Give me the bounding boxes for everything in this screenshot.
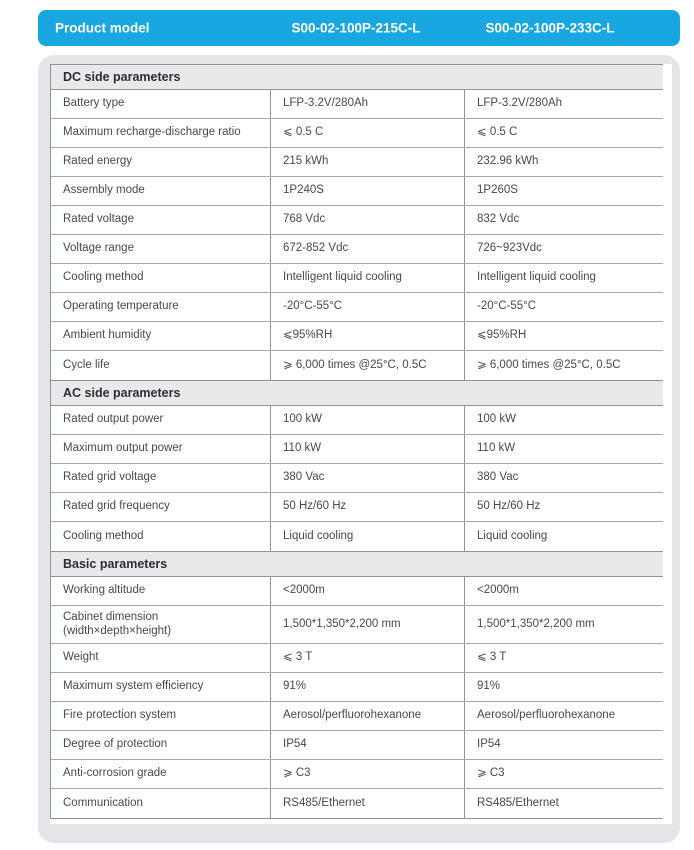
table-row [51, 351, 663, 380]
table-row [51, 702, 663, 731]
param-label: Assembly mode [63, 184, 145, 197]
param-label-line2: (width×depth×height) [63, 624, 172, 637]
table-row [51, 464, 663, 493]
param-cell [51, 673, 270, 701]
model-2-value-cell: 832 Vdc [464, 206, 663, 234]
model-2-value-cell: 91% [464, 673, 663, 701]
model-1-value-cell: ⩾ 6,000 times @25°C, 0.5C [270, 351, 464, 380]
model-2-name: S00-02-100P-233C-L [485, 20, 615, 36]
table-row [51, 90, 663, 119]
model-2-value-cell: ⩽95%RH [464, 322, 663, 350]
model-2-value-cell: 1P260S [464, 177, 663, 205]
model-1-value-cell: 768 Vdc [270, 206, 464, 234]
param-cell [51, 464, 270, 492]
param-label: Maximum system efficiency [63, 680, 204, 693]
table-panel [38, 55, 680, 843]
model-2-value-cell: <2000m [464, 577, 663, 605]
model-1-value-cell: RS485/Ethernet [270, 789, 464, 818]
model-1-value-cell: LFP-3.2V/280Ah [270, 90, 464, 118]
param-label: Battery type [63, 97, 125, 110]
table-row [51, 789, 663, 818]
param-label: Cooling method [63, 529, 144, 542]
param-label: Communication [63, 796, 143, 809]
param-cell [51, 235, 270, 263]
model-2-value-cell: 100 kW [464, 406, 663, 434]
param-label: Rated voltage [63, 213, 134, 226]
model-1-value-cell: <2000m [270, 577, 464, 605]
param-cell [51, 493, 270, 521]
model-1-value-cell: ⩽95%RH [270, 322, 464, 350]
param-label: Fire protection system [63, 709, 177, 722]
model-1-value-cell: 1,500*1,350*2,200 mm [270, 606, 464, 643]
section-title: AC side parameters [51, 380, 663, 406]
param-label: Maximum recharge-discharge ratio [63, 126, 241, 139]
param-label: Ambient humidity [63, 329, 152, 342]
model-2-value-cell: 50 Hz/60 Hz [464, 493, 663, 521]
param-label: Anti-corrosion grade [63, 767, 167, 780]
param-cell [51, 789, 270, 818]
model-2-value-cell: ⩾ C3 [464, 760, 663, 788]
model-2-value-cell: Aerosol/perfluorohexanone [464, 702, 663, 730]
model-1-value-cell: 100 kW [270, 406, 464, 434]
model-2-value-cell: -20°C-55°C [464, 293, 663, 321]
param-cell [51, 119, 270, 147]
table-row [51, 322, 663, 351]
param-label: Working altitude [63, 584, 146, 597]
table-row [51, 760, 663, 789]
param-cell [51, 177, 270, 205]
model-1-value-cell: 1P240S [270, 177, 464, 205]
param-cell [51, 148, 270, 176]
model-1-value-cell: 110 kW [270, 435, 464, 463]
model-2-value-cell: ⩾ 6,000 times @25°C, 0.5C [464, 351, 663, 380]
model-2-value-cell: Intelligent liquid cooling [464, 264, 663, 292]
table-section [51, 551, 663, 818]
model-1-value-cell: -20°C-55°C [270, 293, 464, 321]
table-row [51, 293, 663, 322]
table-row [51, 435, 663, 464]
model-2-value-cell: 232.96 kWh [464, 148, 663, 176]
spec-table [50, 64, 663, 819]
param-label: Rated grid voltage [63, 471, 157, 484]
param-label: Cooling method [63, 271, 144, 284]
param-label: Weight [63, 651, 99, 664]
table-row [51, 644, 663, 673]
model-2-value-cell: 726~923Vdc [464, 235, 663, 263]
table-row [51, 673, 663, 702]
param-cell [51, 351, 270, 380]
table-row [51, 522, 663, 551]
model-1-value-cell: Intelligent liquid cooling [270, 264, 464, 292]
param-cell [51, 731, 270, 759]
param-label: Voltage range [63, 242, 134, 255]
model-1-value-cell: 672-852 Vdc [270, 235, 464, 263]
model-2-value-cell: RS485/Ethernet [464, 789, 663, 818]
param-cell [51, 606, 270, 643]
table-section [51, 380, 663, 551]
param-label: Rated grid frequency [63, 500, 170, 513]
model-1-name: S00-02-100P-215C-L [291, 20, 421, 36]
model-2-value-cell: Liquid cooling [464, 522, 663, 551]
model-1-value-cell: ⩽ 3 T [270, 644, 464, 672]
model-1-value-cell: 380 Vac [270, 464, 464, 492]
param-cell [51, 322, 270, 350]
model-2-value-cell: ⩽ 0.5 C [464, 119, 663, 147]
table-row [51, 119, 663, 148]
param-label: Operating temperature [63, 300, 179, 313]
model-2-value-cell: 380 Vac [464, 464, 663, 492]
model-1-value-cell: 91% [270, 673, 464, 701]
section-title: DC side parameters [51, 64, 663, 90]
table-row [51, 177, 663, 206]
table-row [51, 606, 663, 644]
model-2-value-cell: IP54 [464, 731, 663, 759]
model-1-value-cell: 50 Hz/60 Hz [270, 493, 464, 521]
param-cell [51, 90, 270, 118]
param-cell [51, 206, 270, 234]
model-2-value-cell: ⩽ 3 T [464, 644, 663, 672]
param-cell [51, 702, 270, 730]
param-cell [51, 577, 270, 605]
model-1-value-cell: 215 kWh [270, 148, 464, 176]
model-1-value-cell: IP54 [270, 731, 464, 759]
model-1-value-cell: ⩽ 0.5 C [270, 119, 464, 147]
param-cell [51, 644, 270, 672]
param-label: Maximum output power [63, 442, 183, 455]
model-2-value-cell: LFP-3.2V/280Ah [464, 90, 663, 118]
model-1-value-cell: ⩾ C3 [270, 760, 464, 788]
param-label: Degree of protection [63, 738, 168, 751]
table-row [51, 731, 663, 760]
table-section [51, 64, 663, 380]
param-cell [51, 406, 270, 434]
param-label: Cabinet dimension [63, 611, 159, 624]
param-cell [51, 522, 270, 551]
section-title: Basic parameters [51, 551, 663, 577]
param-label: Rated output power [63, 413, 164, 426]
model-2-value-cell: 1,500*1,350*2,200 mm [464, 606, 663, 643]
model-2-value-cell: 110 kW [464, 435, 663, 463]
product-model-header-bar [38, 10, 680, 46]
table-row [51, 148, 663, 177]
table-card [50, 64, 672, 824]
table-row [51, 264, 663, 293]
param-cell [51, 264, 270, 292]
model-1-value-cell: Liquid cooling [270, 522, 464, 551]
param-label: Rated energy [63, 155, 133, 168]
param-label: Cycle life [63, 358, 110, 371]
table-row [51, 406, 663, 435]
model-1-value-cell: Aerosol/perfluorohexanone [270, 702, 464, 730]
table-row [51, 235, 663, 264]
param-cell [51, 435, 270, 463]
param-cell [51, 293, 270, 321]
table-row [51, 206, 663, 235]
table-row [51, 493, 663, 522]
param-cell [51, 760, 270, 788]
table-row [51, 577, 663, 606]
product-model-label: Product model [55, 20, 150, 36]
